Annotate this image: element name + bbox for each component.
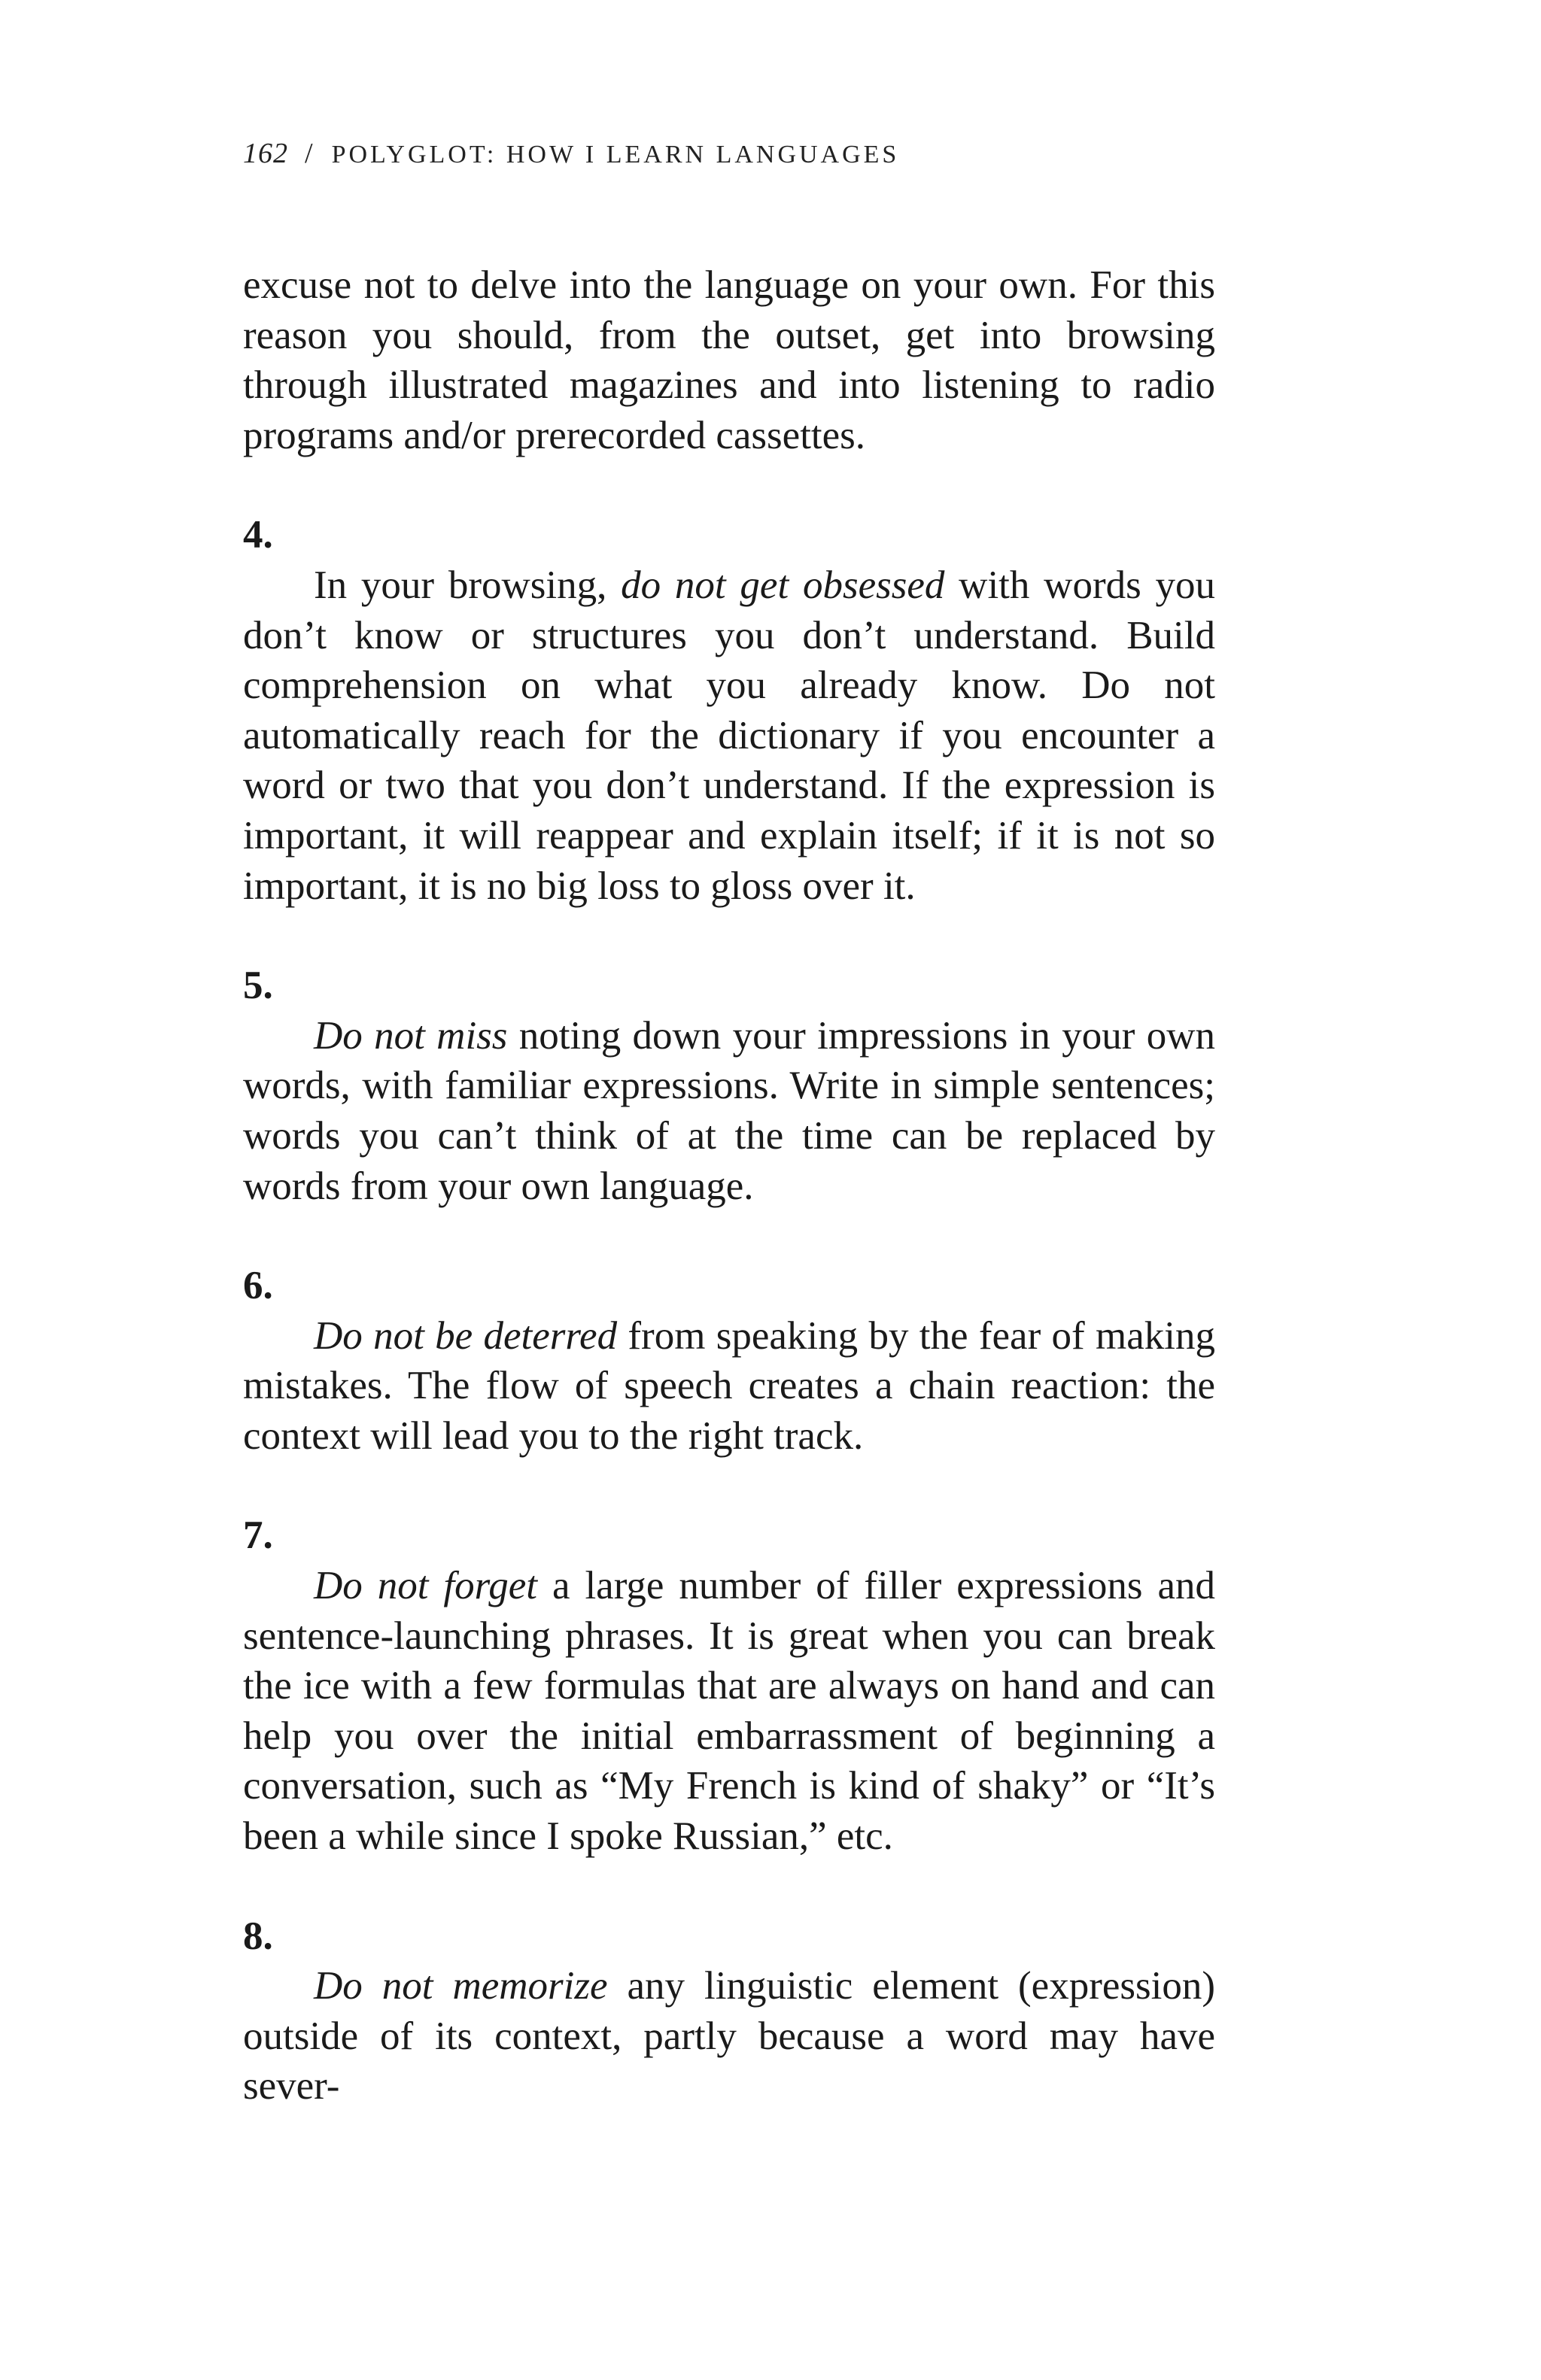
page-number: 162 bbox=[243, 138, 288, 169]
header-separator: / bbox=[305, 138, 315, 169]
book-page bbox=[243, 134, 1215, 2111]
item-paragraph bbox=[243, 1961, 1215, 2111]
item-paragraph bbox=[243, 560, 1215, 911]
running-head bbox=[243, 134, 1215, 173]
book-title: POLYGLOT: HOW I LEARN LANGUAGES bbox=[331, 141, 900, 168]
item-number: 5. bbox=[243, 964, 273, 1008]
item-text: a large number of filler expressions and sentence-launching phrases. It is great when you can break the ice with a few formulas that are always on hand and can help you over the initial embarrassment of beginning a conversation, such as “My French is kind of shaky” or “It’s been a while since I spoke Russian,” etc. bbox=[243, 1564, 1215, 1859]
item-paragraph bbox=[243, 1561, 1215, 1862]
item-text: any linguistic element (expression) outside of its context, partly because a word may have sever- bbox=[243, 1964, 1215, 2108]
item-emphasis: Do not forget bbox=[314, 1564, 538, 1608]
item-number: 7. bbox=[243, 1513, 273, 1558]
item-number: 6. bbox=[243, 1264, 273, 1308]
item-emphasis: Do not memorize bbox=[314, 1964, 608, 2008]
item-emphasis: Do not be deterred bbox=[314, 1313, 618, 1358]
item-text: noting down your impressions in your own words, with familiar expressions. Write in simple sentences; words you can’t think of at the time can be replaced by words from your own language. bbox=[243, 1013, 1215, 1208]
body-text bbox=[243, 260, 1215, 2111]
item-number: 8. bbox=[243, 1914, 273, 1958]
item-paragraph bbox=[243, 1011, 1215, 1211]
item-text: from speaking by the fear of making mistakes. The flow of speech creates a chain reaction: the context will lead you to the right track. bbox=[243, 1313, 1215, 1458]
item-text: with words you don’t know or structures you don’t understand. Build comprehension on what you already know. Do not automatically reach for the dictionary if you encounter a word or two that you don’t understand. If the expression is important, it will reappear and explain itself; if it is not so important, it is no big loss to gloss over it. bbox=[243, 563, 1215, 908]
item-number: 4. bbox=[243, 513, 273, 557]
item-emphasis: do not get obsessed bbox=[621, 563, 945, 607]
item-emphasis: Do not miss bbox=[314, 1013, 508, 1058]
continuation-paragraph: excuse not to delve into the language on your own. For this reason you should, from the outset, get into browsing through illustrated magazines and into listening to radio programs and/or prerecorded cassettes. bbox=[243, 263, 1215, 457]
item-paragraph bbox=[243, 1311, 1215, 1462]
item-text-lead: In your browsing, bbox=[314, 563, 622, 607]
